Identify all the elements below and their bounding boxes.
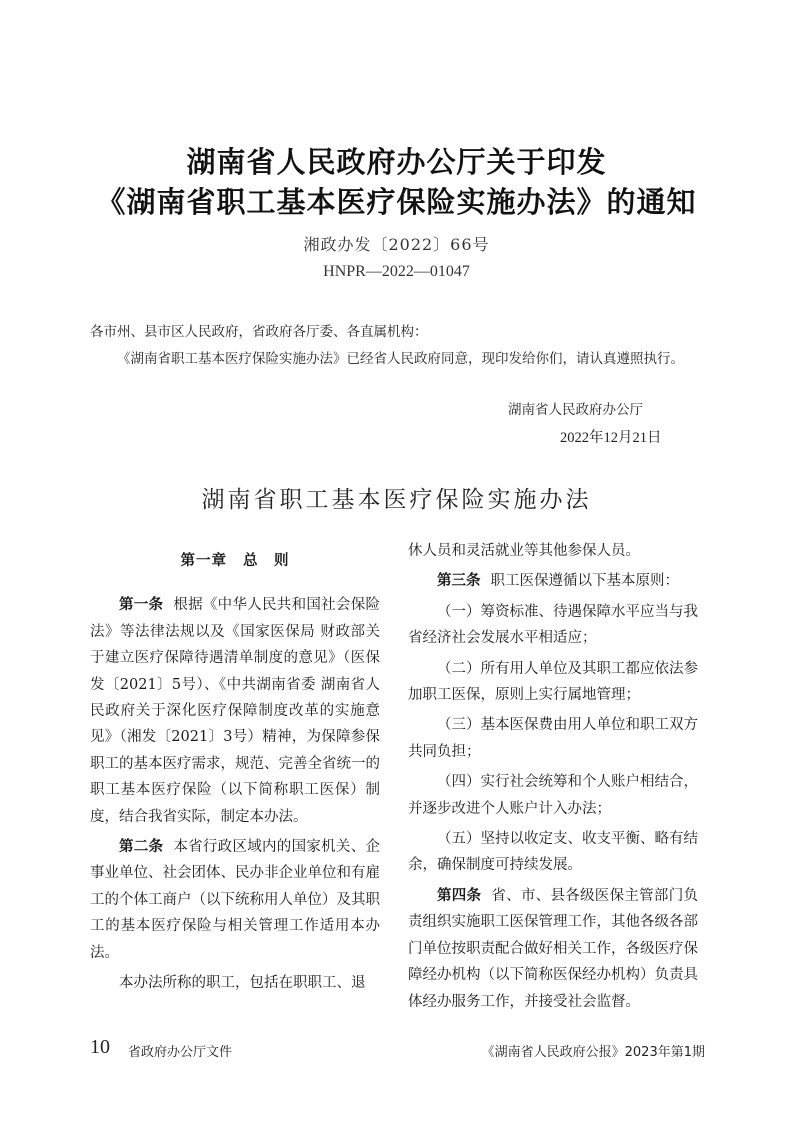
notice-addressee: 各市州、县市区人民政府，省政府各厅委、各直属机构： (90, 324, 428, 340)
article-4-text: 省、市、县各级医保主管部门负责组织实施职工医保管理工作，其他各级各部门单位按职责配合做好相关工作，各级医疗保障经办机构（以下简称医保经办机构）负责具体经办服务工作，并接受社会监督。 (408, 887, 698, 1010)
article-3-item-4: （四）实行社会统筹和个人账户相结合，并逐步改进个人账户计入办法； (408, 774, 698, 817)
article-4 (408, 883, 698, 1015)
notice-signer: 湖南省人民政府办公厅 (508, 402, 643, 418)
article-3 (408, 568, 698, 594)
chapter-number: 第一章 (180, 552, 227, 569)
article-3-item-5: （五）坚持以收定支、收支平衡、略有结余，确保制度可持续发展。 (408, 831, 698, 874)
page-number: 10 (90, 1036, 110, 1058)
article-2-text: 本省行政区域内的国家机关、企事业单位、社会团体、民办非企业单位和有雇工的个体工商户（以下统称用人单位）及其职工的基本医疗保险与相关管理工作适用本办法。 (90, 839, 380, 961)
article-2 (90, 834, 380, 966)
document-title: 湖南省职工基本医疗保险实施办法 (201, 487, 592, 513)
article-3-text: 职工医保遵循以下基本原则： (490, 573, 679, 590)
right-column (408, 538, 698, 1019)
footer-right-text: 《湖南省人民政府公报》2023年第1期 (481, 1045, 705, 1060)
article-2-label: 第二条 (119, 838, 164, 856)
article-2-paragraph-2-continued: 休人员和灵活就业等其他参保人员。 (408, 543, 640, 559)
article-3-label: 第三条 (437, 572, 481, 590)
notice-title-line-2: 《湖南省职工基本医疗保险实施办法》的通知 (96, 185, 697, 219)
hnpr-code: HNPR—2022—01047 (323, 263, 470, 280)
notice-title-line-1: 湖南省人民政府办公厅关于印发 (186, 145, 607, 179)
article-3-item-2: （二）所有用人单位及其职工都应依法参加职工医保，原则上实行属地管理； (408, 660, 698, 704)
notice-date: 2022年12月21日 (560, 430, 662, 446)
footer-left-text: 省政府办公厅文件 (128, 1045, 233, 1060)
document-number: 湘政办发〔2022〕66号 (303, 235, 490, 254)
article-1-text: 根据《中华人民共和国社会保险法》等法律法规以及《国家医保局 财政部关于建立医疗保障待遇清单制度的意见》（医保发〔2021〕5号）、《中共湖南省委 湖南省人民政府关于深化医疗保障制度改革的实施意见》（湘发〔2021〕3号）精神，为保障参保职工的基本医疗需求，规范、完善全省统一的职工基本医疗保险（以下简称职工医保）制度，结合我省实际，制定本办法。 (90, 597, 380, 825)
chapter-name: 总 则 (243, 552, 290, 569)
article-3-item-1: （一）筹资标准、待遇保障水平应当与我省经济社会发展水平相适应； (408, 603, 698, 647)
article-1 (90, 592, 380, 830)
article-1-label: 第一条 (119, 596, 164, 614)
article-2-paragraph-2: 本办法所称的职工，包括在职职工、退 (119, 975, 366, 992)
chapter-heading (90, 548, 380, 574)
left-column (90, 548, 380, 1001)
notice-body: 《湖南省职工基本医疗保险实施办法》已经省人民政府同意，现印发给你们，请认真遵照执行。 (117, 351, 684, 367)
article-3-item-3: （三）基本医保费由用人单位和职工双方共同负担； (408, 717, 698, 760)
article-4-label: 第四条 (437, 886, 482, 904)
